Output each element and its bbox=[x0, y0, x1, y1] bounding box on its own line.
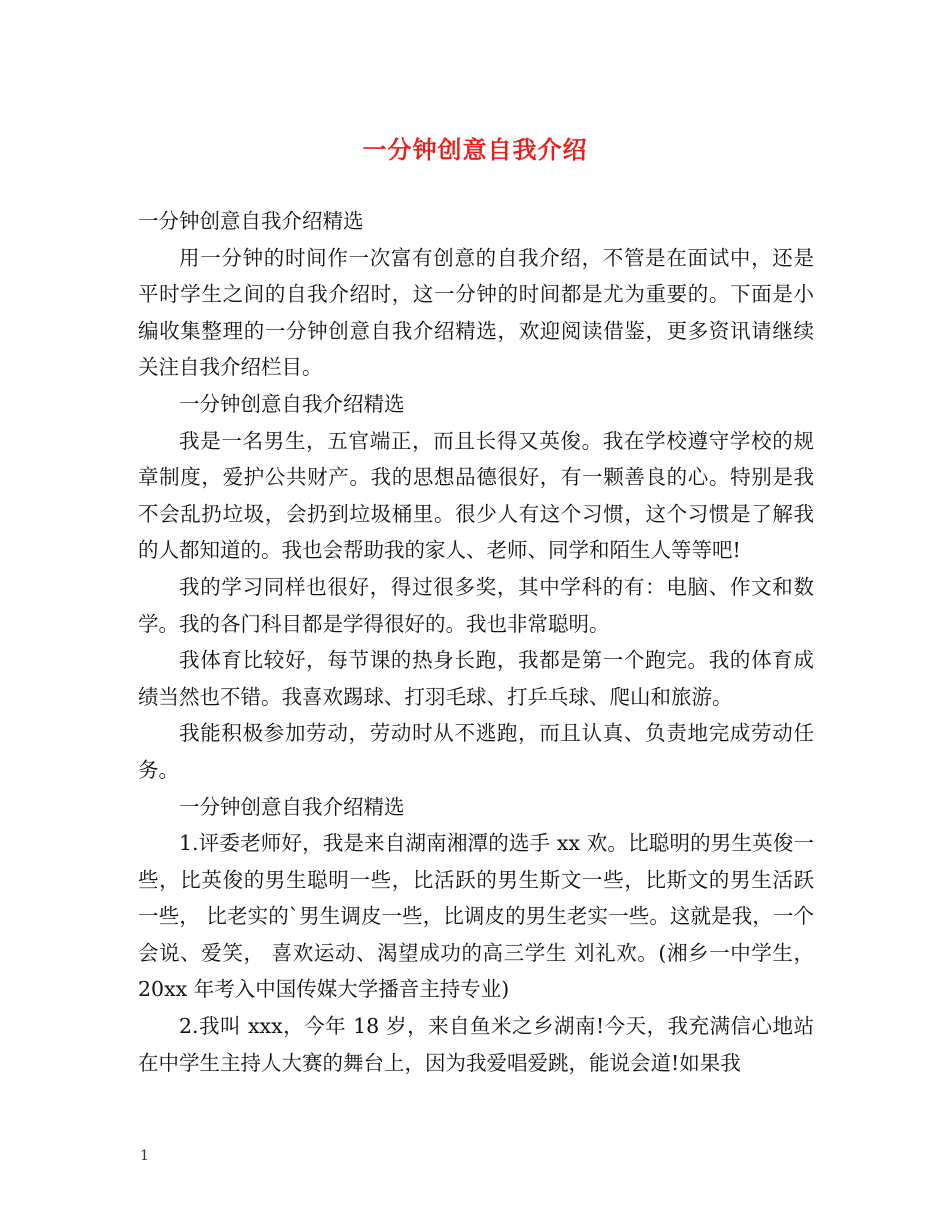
page-number: 1 bbox=[140, 1148, 149, 1164]
document-body bbox=[138, 203, 814, 1081]
body-paragraph: 1.评委老师好，我是来自湖南湘潭的选手 xx 欢。比聪明的男生英俊一 些，比英俊的男生聪明一些，比活跃的男生斯文一些，比斯文的男生活跃一些， 比老实的`男生调皮一些，比调皮的男生老实一些。这就是我，一个会说、爱笑， 喜欢运动、渴望成功的高三学生 刘礼欢。(湘乡一中学生，20xx 年考入中国传媒大学播音主持专业) bbox=[138, 831, 814, 1002]
intro-paragraph: 用一分钟的时间作一次富有创意的自我介绍，不管是在面试中，还是平时学生之间的自我介绍时，这一分钟的时间都是尤为重要的。下面是小编收集整理的一分钟创意自我介绍精选，欢迎阅读借鉴，更多资讯请继续关注自我介绍栏目。 bbox=[138, 245, 814, 380]
body-paragraph: 我的学习同样也很好，得过很多奖，其中学科的有：电脑、作文和数学。我的各门科目都是学得很好的。我也非常聪明。 bbox=[138, 574, 814, 636]
body-paragraph: 2.我叫 xxx，今年 18 岁，来自鱼米之乡湖南!今天，我充满信心地站 在中学生主持人大赛的舞台上，因为我爱唱爱跳，能说会道!如果我 bbox=[138, 1014, 814, 1075]
section-heading: 一分钟创意自我介绍精选 bbox=[179, 794, 405, 819]
document-title: 一分钟创意自我介绍 bbox=[362, 135, 588, 164]
section-heading: 一分钟创意自我介绍精选 bbox=[179, 391, 405, 416]
body-paragraph: 我是一名男生，五官端正，而且长得又英俊。我在学校遵守学校的规章制度，爱护公共财产。我的思想品德很好，有一颗善良的心。特别是我不会乱扔垃圾，会扔到垃圾桶里。很少人有这个习惯，这个习惯是了解我的人都知道的。我也会帮助我的家人、老师、同学和陌生人等等吧! bbox=[138, 428, 814, 563]
body-paragraph: 我体育比较好，每节课的热身长跑，我都是第一个跑完。我的体育成绩当然也不错。我喜欢踢球、打羽毛球、打乒乓球、爬山和旅游。 bbox=[138, 648, 814, 709]
body-paragraph: 我能积极参加劳动，劳动时从不逃跑，而且认真、负责地完成劳动任务。 bbox=[138, 721, 814, 782]
section-heading: 一分钟创意自我介绍精选 bbox=[138, 209, 364, 233]
